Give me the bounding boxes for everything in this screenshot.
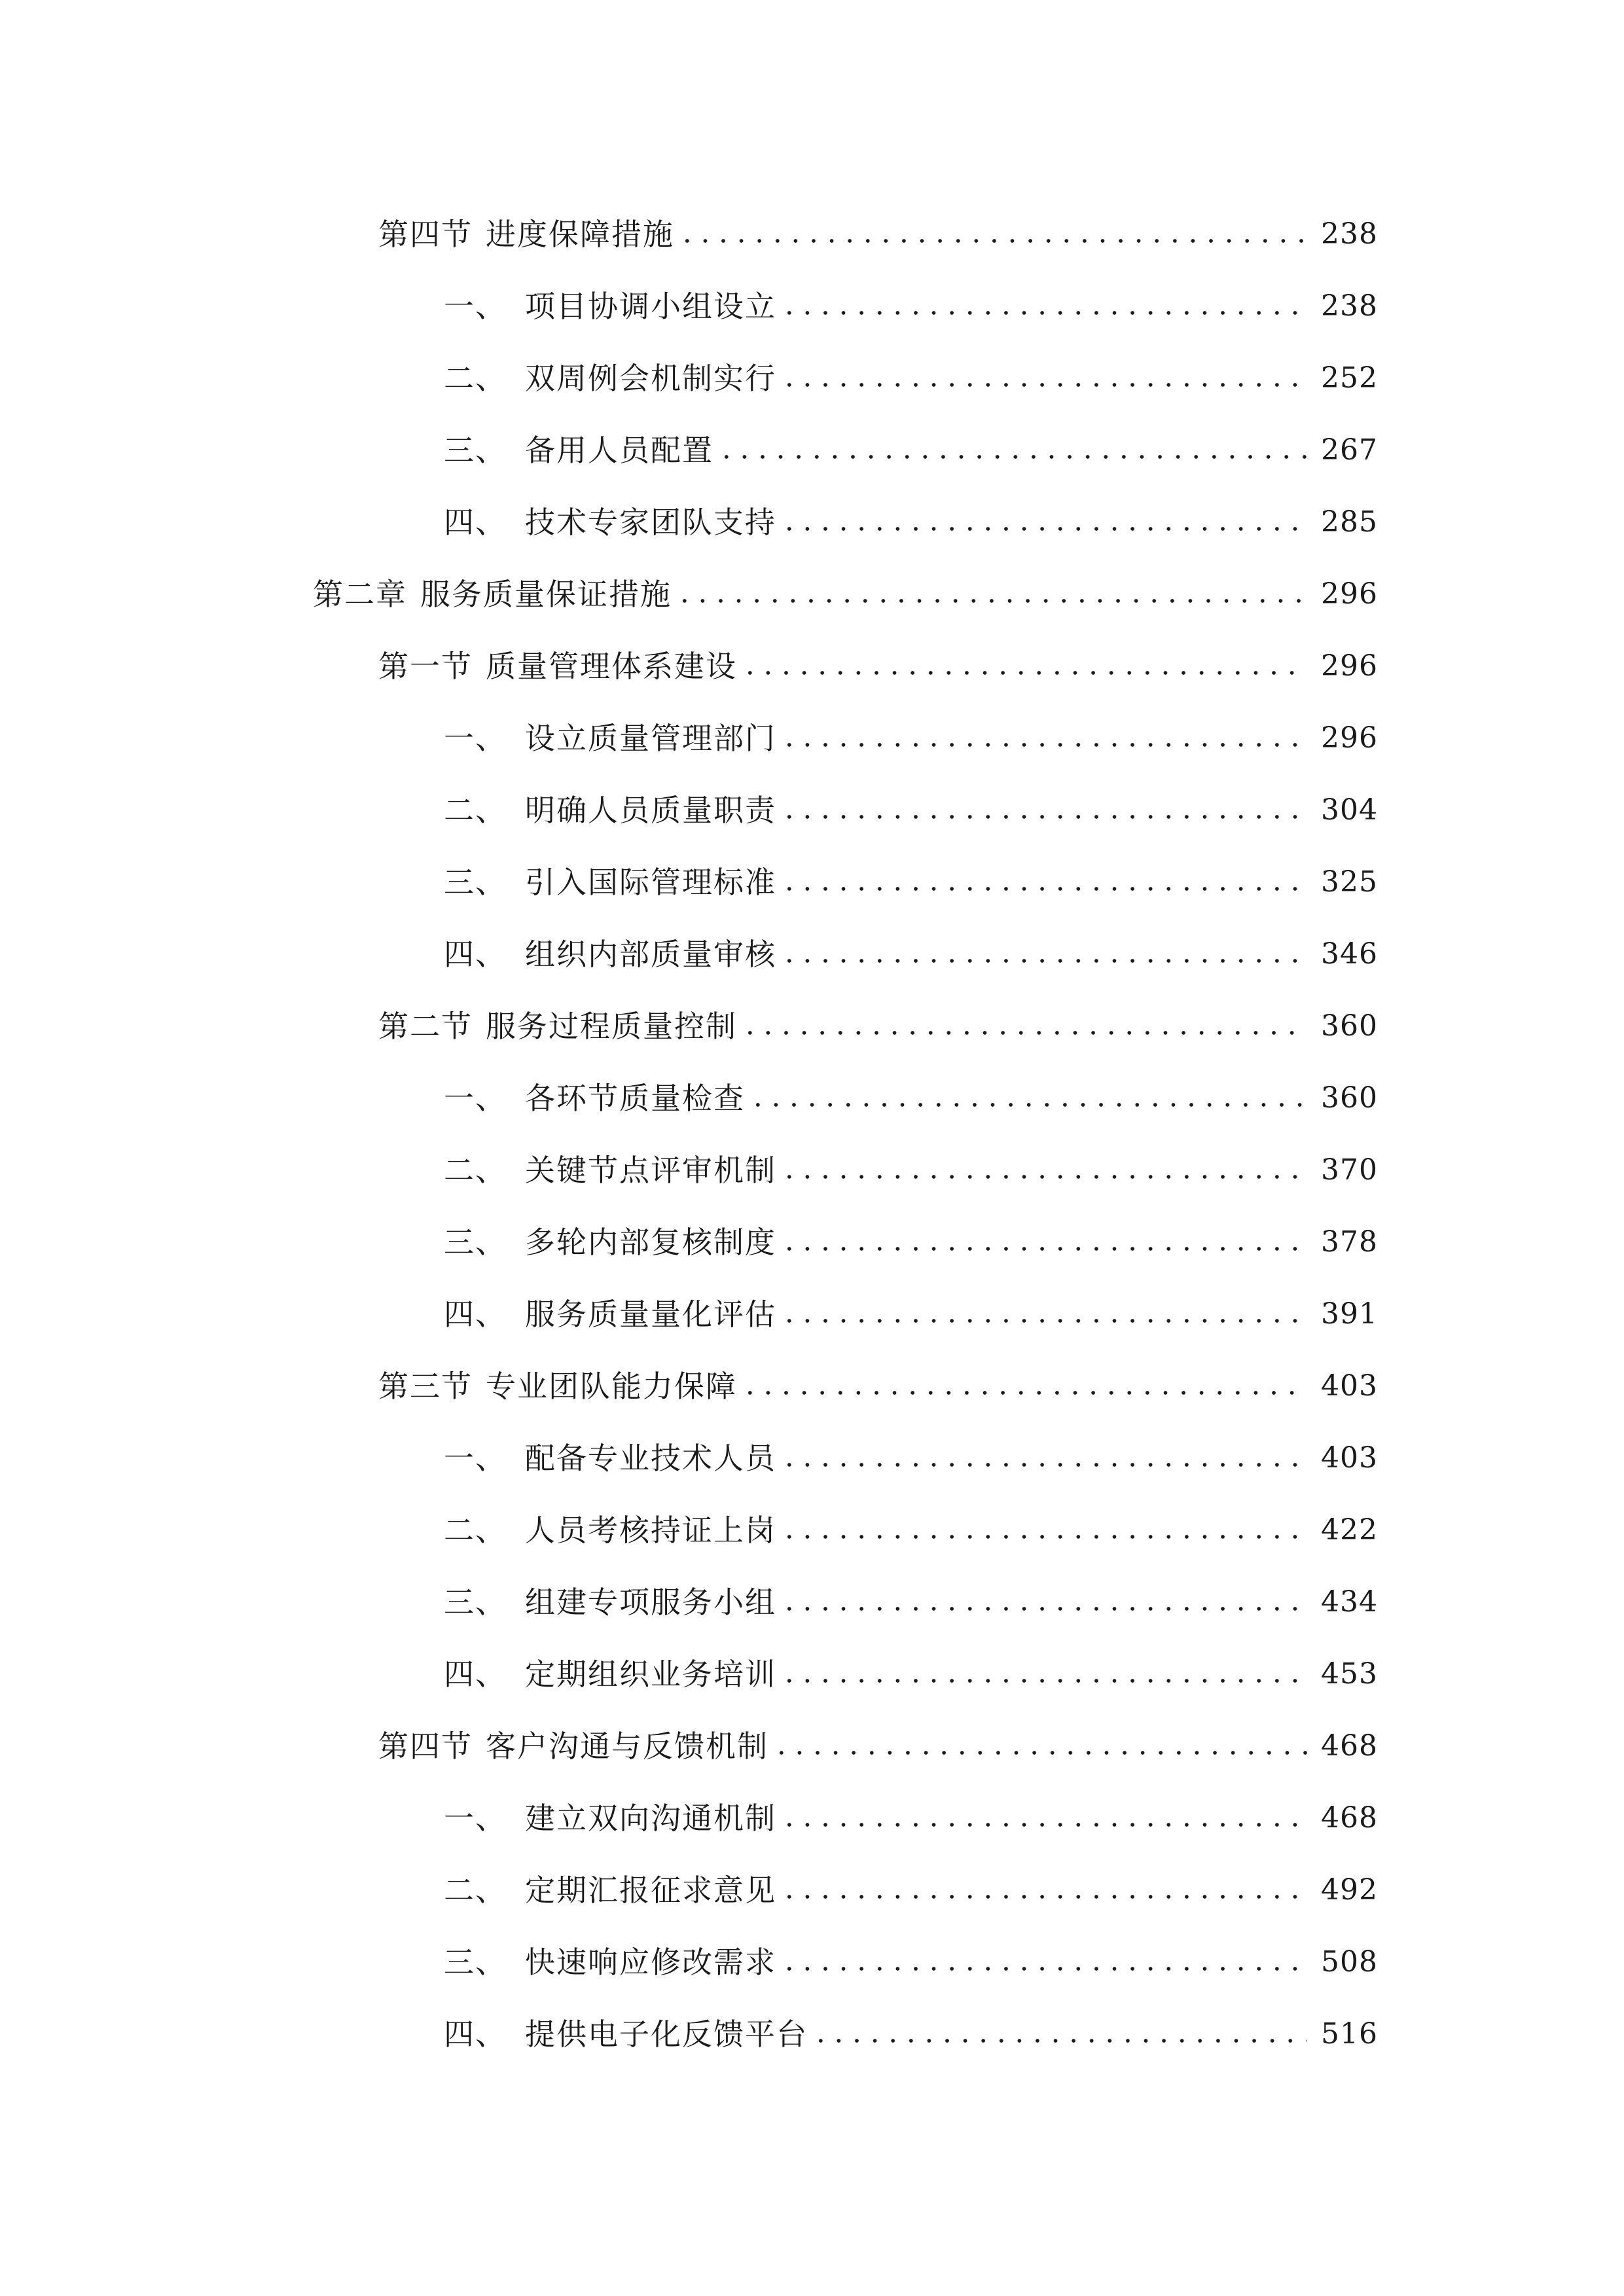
toc-entry-number: 第四节: [378, 1729, 473, 1764]
toc-entry-number: 一、: [444, 721, 507, 756]
toc-entry-number: 第四节: [378, 217, 473, 252]
toc-entry-title: 配备专业技术人员: [525, 1441, 776, 1476]
toc-page-number: 296: [1321, 721, 1378, 755]
toc-entry-number: 四、: [444, 505, 507, 540]
toc-entry-title: 各环节质量检查: [525, 1081, 745, 1116]
toc-dot-leader: [676, 579, 1307, 609]
toc-entry-title: 人员考核持证上岗: [525, 1513, 776, 1548]
toc-entry-title: 提供电子化反馈平台: [525, 2017, 808, 2052]
toc-page-number: 238: [1321, 289, 1378, 323]
toc-dot-leader: [780, 1443, 1307, 1473]
toc-dot-leader: [717, 435, 1307, 465]
toc-section-entry: [0, 198, 1624, 270]
toc-subsection-entry: [0, 1854, 1624, 1926]
toc-dot-leader: [741, 651, 1307, 681]
toc-dot-leader: [780, 1155, 1307, 1185]
toc-page-number: 346: [1321, 937, 1378, 971]
toc-entry-title: 技术专家团队支持: [525, 505, 776, 540]
toc-page-number: 403: [1321, 1369, 1378, 1403]
toc-subsection-entry: [0, 1566, 1624, 1638]
toc-page-number: 325: [1321, 865, 1378, 899]
toc-page-number: 403: [1321, 1441, 1378, 1475]
toc-dot-leader: [741, 1011, 1307, 1041]
toc-entry-number: 第三节: [378, 1369, 473, 1404]
toc-dot-leader: [780, 1587, 1307, 1617]
toc-page-number: 360: [1321, 1009, 1378, 1043]
toc-entry-number: 三、: [444, 865, 507, 900]
toc-chapter-entry: [0, 558, 1624, 630]
toc-subsection-entry: [0, 270, 1624, 342]
toc-page-number: 468: [1321, 1801, 1378, 1835]
toc-section-entry: [0, 630, 1624, 702]
toc-subsection-entry: [0, 342, 1624, 414]
toc-entry-title: 明确人员质量职责: [525, 793, 776, 828]
toc-entry-number: 二、: [444, 361, 507, 396]
toc-dot-leader: [780, 795, 1307, 825]
toc-page-number: 468: [1321, 1729, 1378, 1763]
toc-page-number: 516: [1321, 2017, 1378, 2051]
toc-page-number: 296: [1321, 649, 1378, 683]
toc-dot-leader: [812, 2019, 1307, 2049]
toc-dot-leader: [780, 1875, 1307, 1905]
toc-page-number: 422: [1321, 1513, 1378, 1547]
toc-section-entry: [0, 990, 1624, 1062]
toc-page-number: 238: [1321, 217, 1378, 251]
toc-page-number: 391: [1321, 1297, 1378, 1331]
toc-entry-title: 关键节点评审机制: [525, 1153, 776, 1188]
toc-subsection-entry: [0, 846, 1624, 918]
toc-dot-leader: [780, 363, 1307, 393]
toc-entry-title: 组织内部质量审核: [525, 937, 776, 972]
toc-page-number: 296: [1321, 577, 1378, 611]
toc-entry-number: 二、: [444, 793, 507, 828]
toc-entry-number: 二、: [444, 1153, 507, 1188]
toc-subsection-entry: [0, 702, 1624, 774]
toc-page-number: 285: [1321, 505, 1378, 539]
toc-dot-leader: [749, 1083, 1307, 1113]
toc-entry-number: 二、: [444, 1873, 507, 1908]
toc-entry-number: 四、: [444, 1297, 507, 1332]
toc-page-number: 360: [1321, 1081, 1378, 1115]
toc-dot-leader: [741, 1371, 1307, 1401]
toc-dot-leader: [780, 1515, 1307, 1545]
toc-subsection-entry: [0, 1494, 1624, 1566]
toc-entry-title: 组建专项服务小组: [525, 1585, 776, 1620]
toc-entry-number: 四、: [444, 937, 507, 972]
toc-section-entry: [0, 1710, 1624, 1782]
toc-dot-leader: [780, 723, 1307, 753]
toc-page-number: 508: [1321, 1945, 1378, 1979]
toc-entry-title: 进度保障措施: [486, 217, 674, 252]
toc-subsection-entry: [0, 414, 1624, 486]
toc-entry-number: 三、: [444, 1945, 507, 1980]
toc-dot-leader: [780, 1659, 1307, 1689]
toc-dot-leader: [780, 291, 1307, 321]
toc-subsection-entry: [0, 1278, 1624, 1350]
toc-entry-number: 一、: [444, 289, 507, 324]
toc-dot-leader: [780, 1299, 1307, 1329]
toc-entry-number: 三、: [444, 1225, 507, 1260]
toc-entry-title: 定期汇报征求意见: [525, 1873, 776, 1908]
toc-entry-title: 服务质量保证措施: [420, 577, 672, 612]
toc-dot-leader: [780, 1227, 1307, 1257]
toc-entry-number: 一、: [444, 1801, 507, 1836]
toc-entry-title: 专业团队能力保障: [486, 1369, 737, 1404]
toc-entry-title: 设立质量管理部门: [525, 721, 776, 756]
toc-entry-number: 四、: [444, 2017, 507, 2052]
toc-dot-leader: [780, 939, 1307, 969]
toc-dot-leader: [678, 219, 1307, 249]
toc-page-number: 267: [1321, 433, 1378, 467]
toc-subsection-entry: [0, 1998, 1624, 2070]
toc-dot-leader: [780, 507, 1307, 537]
toc-subsection-entry: [0, 1206, 1624, 1278]
toc-entry-number: 一、: [444, 1081, 507, 1116]
toc-subsection-entry: [0, 1062, 1624, 1134]
toc-entry-title: 质量管理体系建设: [486, 649, 737, 684]
toc-dot-leader: [772, 1731, 1307, 1761]
toc-entry-number: 一、: [444, 1441, 507, 1476]
toc-subsection-entry: [0, 918, 1624, 990]
toc-entry-number: 三、: [444, 1585, 507, 1620]
toc-entry-title: 备用人员配置: [525, 433, 713, 468]
toc-page-number: 252: [1321, 361, 1378, 395]
toc-dot-leader: [780, 1803, 1307, 1833]
toc-entry-title: 建立双向沟通机制: [525, 1801, 776, 1836]
toc-entry-title: 服务过程质量控制: [486, 1009, 737, 1044]
toc-entry-number: 第一节: [378, 649, 473, 684]
toc-entry-title: 定期组织业务培训: [525, 1657, 776, 1692]
toc-page-number: 378: [1321, 1225, 1378, 1259]
toc-dot-leader: [780, 867, 1307, 897]
toc-subsection-entry: [0, 1782, 1624, 1854]
toc-page-number: 453: [1321, 1657, 1378, 1691]
toc-subsection-entry: [0, 1926, 1624, 1998]
toc-subsection-entry: [0, 1638, 1624, 1710]
table-of-contents: [0, 198, 1624, 2070]
toc-page-number: 304: [1321, 793, 1378, 827]
toc-entry-number: 第二章: [313, 577, 407, 612]
toc-entry-title: 多轮内部复核制度: [525, 1225, 776, 1260]
toc-page-number: 434: [1321, 1585, 1378, 1619]
toc-subsection-entry: [0, 1134, 1624, 1206]
toc-section-entry: [0, 1350, 1624, 1422]
toc-entry-title: 引入国际管理标准: [525, 865, 776, 900]
toc-entry-number: 二、: [444, 1513, 507, 1548]
toc-entry-number: 三、: [444, 433, 507, 468]
toc-subsection-entry: [0, 486, 1624, 558]
toc-page-number: 492: [1321, 1873, 1378, 1907]
toc-entry-title: 双周例会机制实行: [525, 361, 776, 396]
toc-page-number: 370: [1321, 1153, 1378, 1187]
toc-dot-leader: [780, 1947, 1307, 1977]
toc-entry-title: 快速响应修改需求: [525, 1945, 776, 1980]
toc-subsection-entry: [0, 774, 1624, 846]
toc-entry-number: 四、: [444, 1657, 507, 1692]
toc-entry-title: 项目协调小组设立: [525, 289, 776, 324]
toc-entry-title: 客户沟通与反馈机制: [486, 1729, 768, 1764]
toc-entry-number: 第二节: [378, 1009, 473, 1044]
toc-entry-title: 服务质量量化评估: [525, 1297, 776, 1332]
toc-subsection-entry: [0, 1422, 1624, 1494]
